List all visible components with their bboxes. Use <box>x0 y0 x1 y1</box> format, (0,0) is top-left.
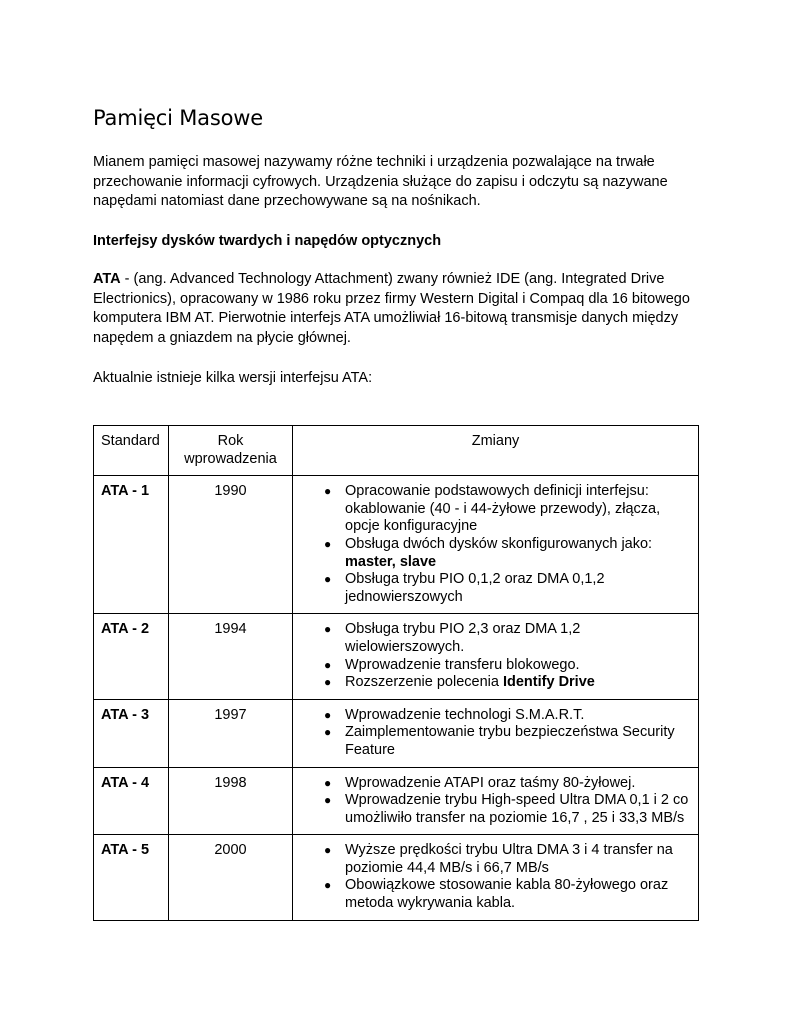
changes-cell <box>293 767 699 835</box>
intro-paragraph: Mianem pamięci masowej nazywamy różne techniki i urządzenia pozwalające na trwałe przechowanie informacji cyfrowych. Urządzenia służące do zapisu i odczytu są nazywane napędami natomiast dane przechowywane są na nośnikach. <box>93 154 668 210</box>
change-list-item <box>345 842 691 877</box>
standard-cell: ATA - 1 <box>94 476 169 614</box>
change-text: Obsługa trybu PIO 2,3 oraz DMA 1,2 wielowierszowych. <box>345 621 581 655</box>
change-list-item <box>345 483 691 536</box>
standard-cell: ATA - 4 <box>94 767 169 835</box>
change-text: Wprowadzenie trybu High-speed Ultra DMA 0,1 i 2 co umożliwiło transfer na poziomie 16,7 , 25 i 33,3 MB/s <box>345 792 689 826</box>
year-cell: 1994 <box>169 614 293 699</box>
change-text: Obowiązkowe stosowanie kabla 80-żyłowego oraz metoda wykrywania kabla. <box>345 877 669 912</box>
standard-cell: ATA - 2 <box>94 614 169 699</box>
year-cell: 2000 <box>169 835 293 920</box>
table-row <box>94 476 699 614</box>
change-list-item <box>345 536 691 571</box>
table-row <box>94 835 699 920</box>
changes-cell <box>293 835 699 920</box>
change-text: Wprowadzenie transferu blokowego. <box>345 656 580 673</box>
ata-versions-table <box>93 425 699 921</box>
change-list-item <box>345 571 691 606</box>
changes-list <box>300 621 691 691</box>
standard-cell: ATA - 5 <box>94 835 169 920</box>
changes-list <box>300 707 691 760</box>
standard-cell: ATA - 3 <box>94 699 169 767</box>
changes-list <box>300 483 691 606</box>
year-cell: 1998 <box>169 767 293 835</box>
table-row <box>94 614 699 699</box>
versions-intro: Aktualnie istnieje kilka wersji interfejsu ATA: <box>93 370 373 386</box>
change-list-item <box>345 724 691 759</box>
change-list-item <box>345 657 691 675</box>
change-text: Wyższe prędkości trybu Ultra DMA 3 i 4 transfer na poziomie 44,4 MB/s i 66,7 MB/s <box>345 842 673 876</box>
change-bold-text: master, slave <box>345 553 437 570</box>
change-list-item <box>345 775 691 793</box>
change-text: Rozszerzenie polecenia <box>345 674 503 691</box>
ata-description: - (ang. Advanced Technology Attachment) zwany również IDE (ang. Integrated Drive Electrionics), opracowany w 1986 roku przez firmy Western Digital i Compaq dla 16 bitowego komputera IBM AT. Pierwotnie interfejs ATA umożliwiał 16-bitową transmisje danych między napędem a gniazdem na płycie głównej. <box>93 271 690 346</box>
changes-cell <box>293 476 699 614</box>
change-list-item <box>345 707 691 725</box>
ata-paragraph <box>93 270 713 348</box>
table-row <box>94 699 699 767</box>
changes-list <box>300 775 691 828</box>
header-year: Rok wprowadzenia <box>169 426 293 476</box>
change-text: Opracowanie podstawowych definicji interfejsu: okablowanie (40 - i 44-żyłowe przewody), złącza, opcje konfiguracyjne <box>345 483 661 535</box>
change-text: Obsługa trybu PIO 0,1,2 oraz DMA 0,1,2 jednowierszowych <box>345 571 605 605</box>
change-bold-text: Identify Drive <box>502 674 595 691</box>
year-cell: 1990 <box>169 476 293 614</box>
page-title: Pamięci Masowe <box>93 106 263 130</box>
year-cell: 1997 <box>169 699 293 767</box>
header-changes: Zmiany <box>293 426 699 476</box>
ata-term: ATA <box>93 271 121 287</box>
change-list-item <box>345 792 691 827</box>
changes-list <box>300 842 691 912</box>
change-text: Obsługa dwóch dysków skonfigurowanych jako: <box>345 535 653 552</box>
table-header-row <box>94 426 699 476</box>
change-text: Wprowadzenie ATAPI oraz taśmy 80-żyłowej. <box>345 774 636 791</box>
change-text: Wprowadzenie technologi S.M.A.R.T. <box>345 706 585 723</box>
changes-cell <box>293 699 699 767</box>
change-list-item <box>345 674 691 692</box>
table-row <box>94 767 699 835</box>
section-heading: Interfejsy dysków twardych i napędów optycznych <box>93 233 442 249</box>
header-standard: Standard <box>94 426 169 476</box>
change-list-item <box>345 877 691 912</box>
change-list-item <box>345 621 691 656</box>
change-text: Zaimplementowanie trybu bezpieczeństwa Security Feature <box>345 724 675 758</box>
changes-cell <box>293 614 699 699</box>
